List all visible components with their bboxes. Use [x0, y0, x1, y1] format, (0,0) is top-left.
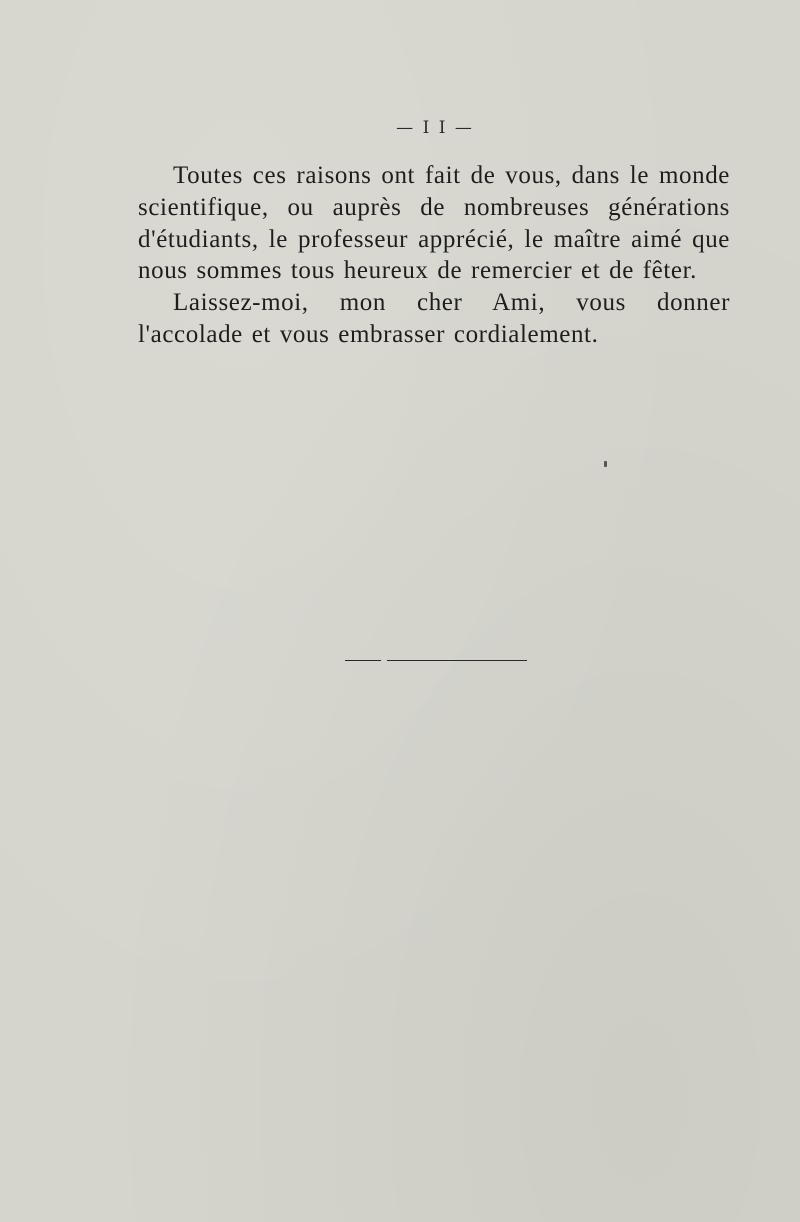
separator-rule — [345, 660, 527, 661]
ink-speck — [604, 461, 607, 467]
page-number: — I I — — [396, 118, 474, 138]
paragraph-1: Toutes ces raisons ont fait de vous, dans le monde scientifique, ou auprès de nombreuses générations d'étudiants, le professeur apprécié, le maître aimé que nous sommes tous heureux de remercier et de fêter. — [138, 162, 730, 285]
paragraph-2: Laissez-moi, mon cher Ami, vous donner l'accolade et vous embrasser cordialement. — [138, 289, 730, 348]
rule-gap — [381, 659, 387, 663]
body-text — [138, 160, 730, 351]
